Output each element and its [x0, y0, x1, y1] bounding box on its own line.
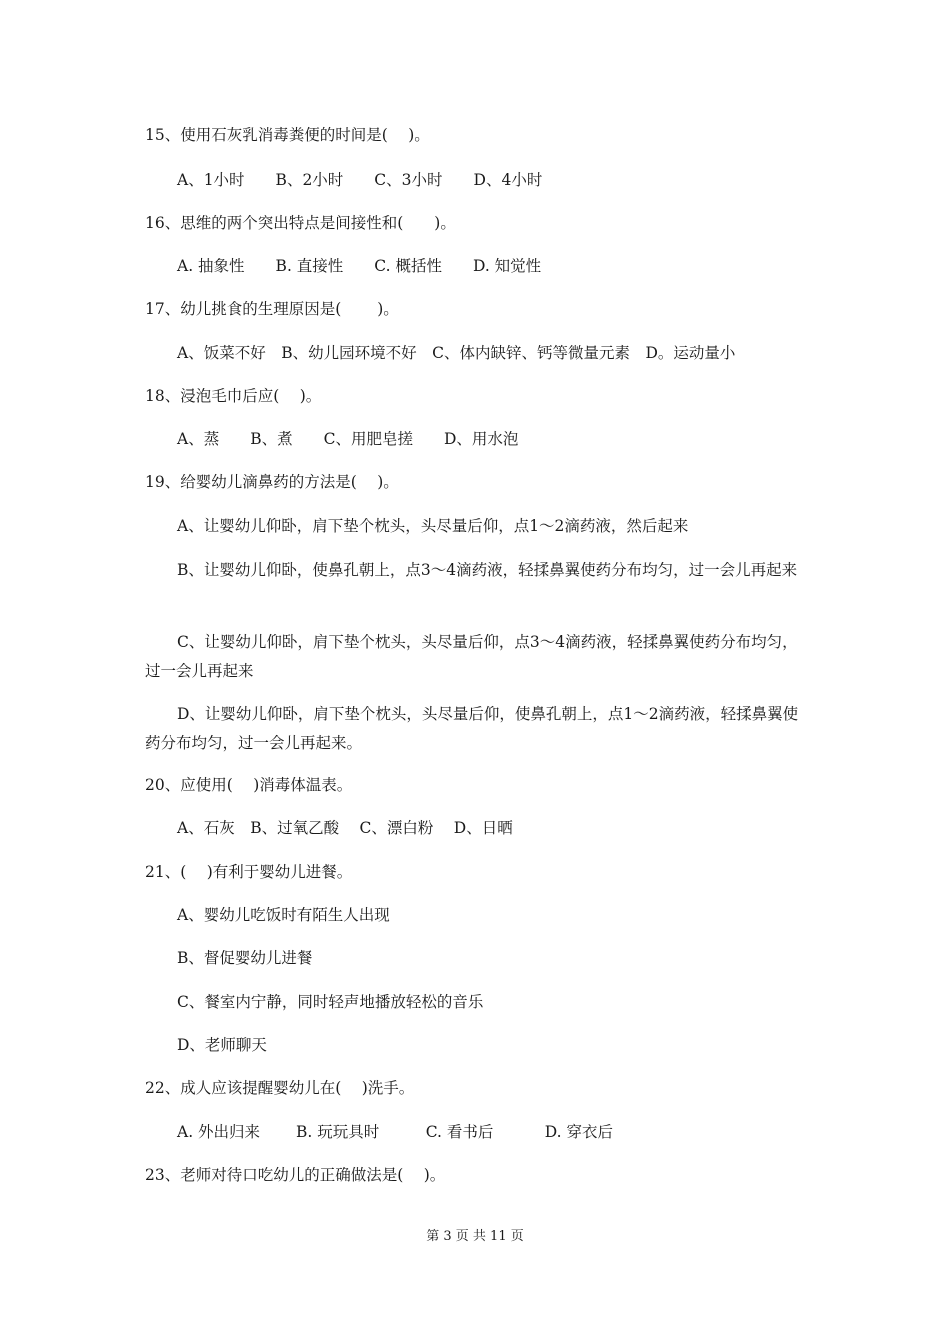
question-21-option-b: B、督促婴幼儿进餐 — [177, 949, 313, 967]
question-18-options: A、蒸 B、煮 C、用肥皂搓 D、用水泡 — [177, 430, 519, 448]
question-19-option-b: B、让婴幼儿仰卧，使鼻孔朝上，点3～4滴药液，轻揉鼻翼使药分布均匀，过一会儿再起来 — [177, 561, 798, 579]
question-19-option-c: C、让婴幼儿仰卧，肩下垫个枕头，头尽量后仰，点3～4滴药液，轻揉鼻翼使药分布均匀，过一会儿再起来 — [145, 633, 798, 680]
question-19-option-a: A、让婴幼儿仰卧，肩下垫个枕头，头尽量后仰，点1～2滴药液，然后起来 — [177, 517, 689, 535]
question-16-options: A. 抽象性 B. 直接性 C. 概括性 D. 知觉性 — [177, 257, 542, 275]
question-21-option-a: A、婴幼儿吃饭时有陌生人出现 — [177, 906, 390, 924]
page-number-footer: 第 3 页 共 11 页 — [426, 1229, 524, 1244]
question-19-stem: 19、给婴幼儿滴鼻药的方法是( )。 — [145, 473, 399, 491]
question-16-stem: 16、思维的两个突出特点是间接性和( )。 — [145, 214, 456, 232]
question-23-stem: 23、老师对待口吃幼儿的正确做法是( )。 — [145, 1166, 446, 1184]
question-22-stem: 22、成人应该提醒婴幼儿在( )洗手。 — [145, 1079, 415, 1097]
question-15-stem: 15、使用石灰乳消毒粪便的时间是( )。 — [145, 126, 430, 144]
question-17-options: A、饭菜不好 B、幼儿园环境不好 C、体内缺锌、钙等微量元素 D。运动量小 — [177, 344, 736, 362]
question-21-option-d: D、老师聊天 — [177, 1036, 267, 1054]
question-22-options: A. 外出归来 B. 玩玩具时 C. 看书后 D. 穿衣后 — [177, 1123, 614, 1141]
question-19-option-d: D、让婴幼儿仰卧，肩下垫个枕头，头尽量后仰，使鼻孔朝上，点1～2滴药液，轻揉鼻翼使药分布均匀，过一会儿再起来。 — [145, 705, 799, 752]
question-21-stem: 21、( )有利于婴幼儿进餐。 — [145, 863, 353, 881]
question-15-options: A、1小时 B、2小时 C、3小时 D、4小时 — [177, 171, 543, 189]
question-17-stem: 17、幼儿挑食的生理原因是( )。 — [145, 300, 399, 318]
question-20-stem: 20、应使用( )消毒体温表。 — [145, 776, 353, 794]
question-20-options: A、石灰 B、过氧乙酸 C、漂白粉 D、日晒 — [177, 819, 513, 837]
question-21-option-c: C、餐室内宁静，同时轻声地播放轻松的音乐 — [177, 993, 484, 1011]
question-18-stem: 18、浸泡毛巾后应( )。 — [145, 387, 322, 405]
